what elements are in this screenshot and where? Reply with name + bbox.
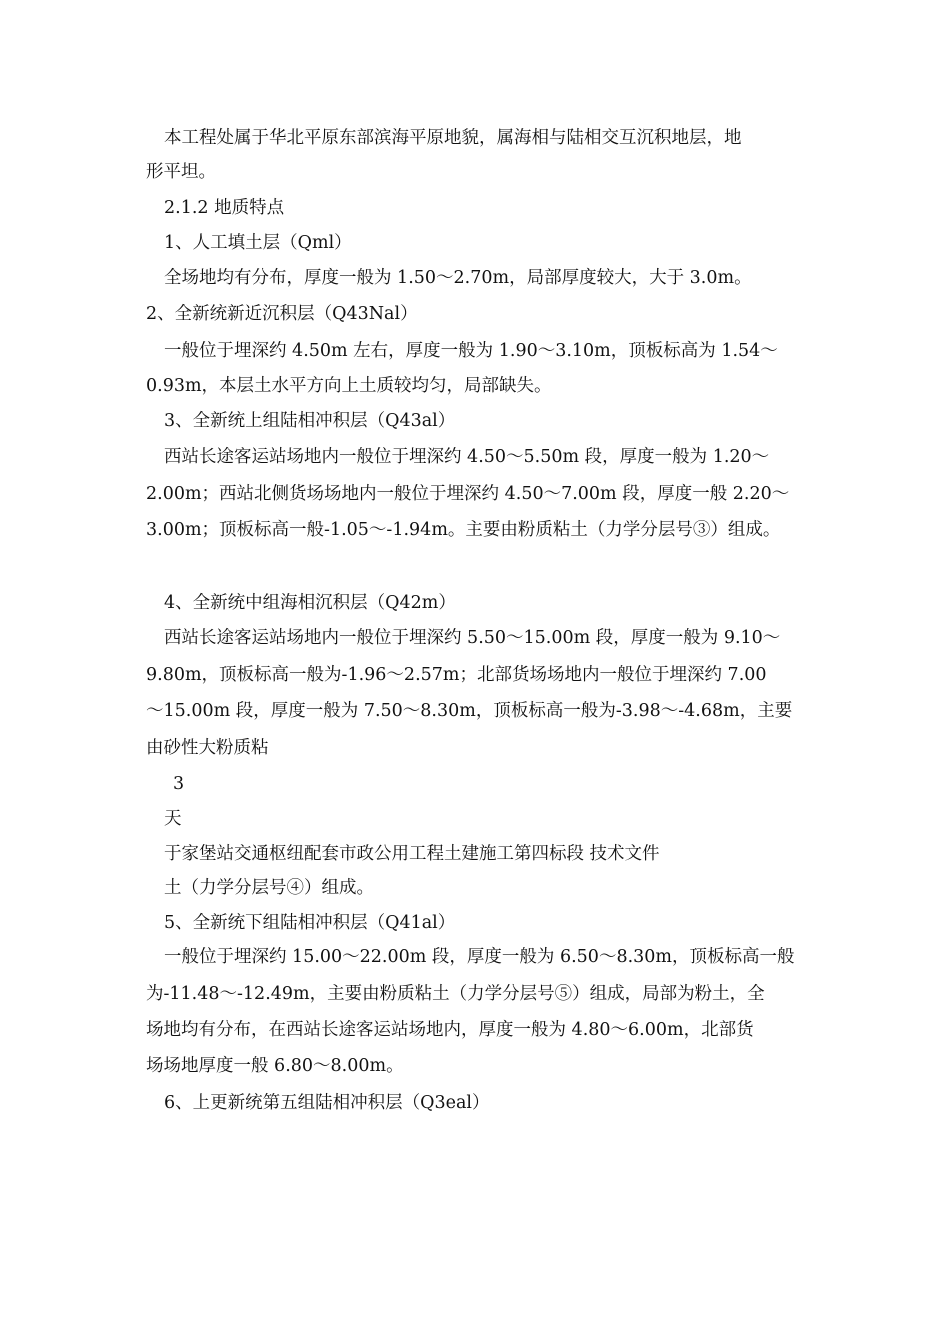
layer-heading: 6、上更新统第五组陆相冲积层（Q3eal） [164,1093,490,1113]
running-header: 于家堡站交通枢纽配套市政公用工程土建施工第四标段 技术文件 [164,844,660,864]
paragraph-line: 一般位于埋深约 15.00～22.00m 段，厚度一般为 6.50～8.30m，顶板标高一般 [164,947,795,967]
layer-heading: 3、全新统上组陆相冲积层（Q43al） [164,411,456,431]
header-fragment: 天 [164,809,182,829]
paragraph-line: 本工程处属于华北平原东部滨海平原地貌，属海相与陆相交互沉积地层，地 [164,128,742,148]
layer-heading: 5、全新统下组陆相冲积层（Q41al） [164,913,456,933]
paragraph-line: 场场地厚度一般 6.80～8.00m。 [146,1056,404,1076]
paragraph-line: ～15.00m 段，厚度一般为 7.50～8.30m，顶板标高一般为-3.98～-4.68m，主要 [146,701,793,721]
paragraph-line: 场地均有分布，在西站长途客运站场地内，厚度一般为 4.80～6.00m，北部货 [146,1020,754,1040]
paragraph-line: 9.80m，顶板标高一般为-1.96～2.57m；北部货场场地内一般位于埋深约 7.00 [146,665,767,685]
layer-heading: 1、人工填土层（Qml） [164,233,352,253]
paragraph-line: 2.00m；西站北侧货场场地内一般位于埋深约 4.50～7.00m 段，厚度一般 2.20～ [146,484,790,504]
layer-heading: 2、全新统新近沉积层（Q43Nal） [146,304,418,324]
layer-heading: 4、全新统中组海相沉积层（Q42m） [164,593,456,613]
paragraph-line: 西站长途客运站场地内一般位于埋深约 5.50～15.00m 段，厚度一般为 9.10～ [164,628,781,648]
paragraph-line: 形平坦。 [146,162,216,182]
paragraph-line: 全场地均有分布，厚度一般为 1.50～2.70m，局部厚度较大，大于 3.0m。 [164,268,752,288]
paragraph-line: 由砂性大粉质粘 [146,738,269,758]
page-number: 3 [173,774,185,794]
paragraph-line: 一般位于埋深约 4.50m 左右，厚度一般为 1.90～3.10m，顶板标高为 1.54～ [164,341,778,361]
paragraph-line: 西站长途客运站场地内一般位于埋深约 4.50～5.50m 段，厚度一般为 1.20～ [164,447,770,467]
section-heading: 2.1.2 地质特点 [164,198,285,218]
paragraph-line: 3.00m；顶板标高一般-1.05～-1.94m。主要由粉质粘土（力学分层号③）组成。 [146,520,781,540]
paragraph-line: 土（力学分层号④）组成。 [164,878,374,898]
paragraph-line: 为-11.48～-12.49m，主要由粉质粘土（力学分层号⑤）组成，局部为粉土，全 [146,984,765,1004]
paragraph-line: 0.93m，本层土水平方向上土质较均匀，局部缺失。 [146,376,552,396]
